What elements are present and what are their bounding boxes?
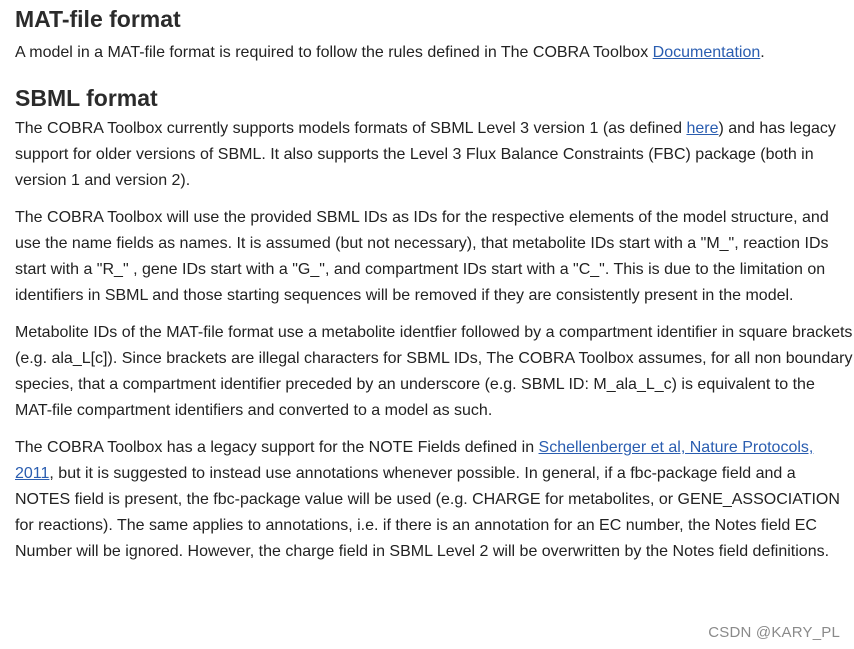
notes-fields-paragraph: [15, 435, 853, 565]
sbml-support-paragraph: [15, 116, 853, 194]
mat-file-paragraph: [15, 40, 853, 66]
documentation-link[interactable]: Documentation: [652, 44, 761, 61]
mat-file-text: A model in a MAT-file format is required to follow the rules defined in The COBRA Toolbox: [15, 44, 653, 61]
sbml-support-text-b: ) and has legacy support for older versions of SBML. It also supports the Level 3 Flux Balance Constraints (FBC) package (both in version 1 and version 2).: [15, 120, 836, 189]
notes-fields-text-b: , but it is suggested to instead use annotations whenever possible. In general, if a fbc-package field and a NOTES field is present, the fbc-package value will be used (e.g. CHARGE for metabolites, or GENE_ASSOCIATION for reactions). The same applies to annotations, i.e. if there is an annotation for an EC number, the Notes field EC Number will be ignored. However, the charge field in SBML Level 2 will be overwritten by the Notes field definitions.: [15, 465, 840, 560]
metabolite-ids-paragraph: Metabolite IDs of the MAT-file format use a metabolite identfier followed by a compartment identifier in square brackets (e.g. ala_L[c]). Since brackets are illegal characters for SBML IDs, The COBRA Toolbox assumes, for all non boundary species, that a compartment identifier preceded by an underscore (e.g. SBML ID: M_ala_L_c) is equivalent to the MAT-file compartment identifiers and converted to a model as such.: [15, 324, 853, 419]
sbml-format-heading: SBML format: [15, 85, 158, 111]
mat-file-text-end: .: [760, 44, 765, 61]
notes-fields-text-a: The COBRA Toolbox has a legacy support for the NOTE Fields defined in: [15, 439, 539, 456]
here-link[interactable]: here: [686, 120, 719, 137]
sbml-ids-paragraph: The COBRA Toolbox will use the provided SBML IDs as IDs for the respective elements of the model structure, and use the name fields as names. It is assumed (but not necessary), that metabolite IDs start with a "M_", reaction IDs start with a "R_" , gene IDs start with a "G_", and compartment IDs start with a "C_". This is due to the limitation on identifiers in SBML and those starting sequences will be removed if they are consistently present in the model.: [15, 209, 829, 304]
csdn-watermark: CSDN @KARY_PL: [708, 624, 840, 641]
sbml-support-text-a: The COBRA Toolbox currently supports models formats of SBML Level 3 version 1 (as defined: [15, 120, 687, 137]
article-content: [15, 0, 853, 565]
mat-file-heading: MAT-file format: [15, 6, 181, 32]
schellenberger-link[interactable]: Schellenberger et al, Nature Protocols, 2011: [15, 439, 814, 482]
